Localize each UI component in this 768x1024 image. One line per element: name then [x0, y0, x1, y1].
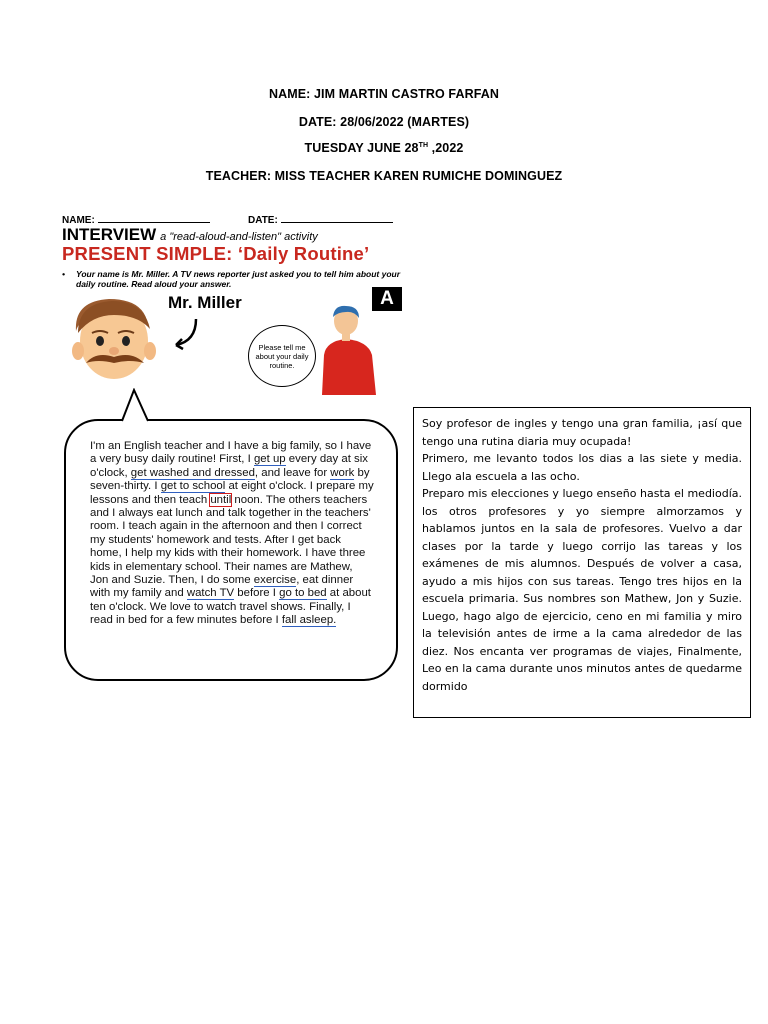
worksheet-title-main: INTERVIEW — [62, 225, 157, 244]
speech-segment: at eight o'clock. I prepare my lessons and then teach — [90, 480, 374, 506]
reporter-speech-bubble — [248, 325, 316, 387]
underlined-phrase: fall asleep. — [281, 614, 337, 627]
instructions-text: Your name is Mr. Miller. A TV news reporter just asked you to tell him about your daily routine. Read aloud your answer. — [76, 269, 401, 289]
speech-segment: noon. The others teachers and I always eat lunch and talk together in the teachers' room. I teach again in the afternoon and then I correct my students' homework and tests. After I get back home, I help my kids with their homework. I have three kids in elementary school. Their names are Mathew, Jon and Suzie. Then, I do some — [90, 493, 371, 587]
student-name-line: NAME: JIM MARTIN CASTRO FARFAN — [268, 87, 500, 101]
translation-paragraph: Preparo mis elecciones y luego enseño hasta el mediodía. los otros profesores y yo siempre almorzamos y hablamos juntos en la sala de profesores. Vuelvo a dar clases por la tarde y luego corrijo las tareas y los exámenes de mis alumnos. Después de volver a casa, ayudo a mis hijos con sus tareas. Tengo tres hijos en la escuela primaria. Sus nombres son Mathew, Jon y Suzie. Luego, hago algo de ejercicio, ceno en mi familia y miro la televisión antes de irme a la cama alrededor de las diez. Nos encanta ver programas de viajes, Finalmente, Leo en la cama durante unos minutos antes de quedarme dormido — [422, 487, 742, 693]
reporter-figure-icon — [316, 303, 386, 395]
speech-segment: , and leave for — [254, 466, 331, 479]
day-superscript: TH — [418, 141, 429, 149]
day-prefix: TUESDAY JUNE 28 — [304, 141, 419, 155]
day-line — [0, 141, 768, 155]
boxed-word: until — [210, 493, 232, 506]
underlined-phrase: exercise — [253, 574, 297, 587]
underlined-phrase: go to bed — [279, 587, 327, 600]
mr-miller-face-icon — [64, 293, 164, 383]
underlined-phrase: get washed and dressed — [130, 466, 255, 479]
speech-text — [90, 440, 374, 628]
speech-segment: I'm an English teacher and I have a big family, so I have a very busy daily routine! First, I — [90, 440, 372, 466]
badge-a: A — [372, 287, 402, 311]
day-suffix: ,2022 — [428, 141, 464, 155]
underlined-phrase: watch TV — [186, 587, 235, 600]
translation-box — [413, 407, 751, 718]
underlined-phrase: work — [330, 466, 355, 479]
teacher-line: TEACHER: MISS TEACHER KAREN RUMICHE DOMINGUEZ — [205, 169, 563, 183]
worksheet-heading: PRESENT SIMPLE: ‘Daily Routine’ — [62, 243, 370, 264]
translation-paragraph: Soy profesor de ingles y tengo una gran familia, ¡así que tengo una rutina diaria muy ocupada! — [422, 417, 742, 448]
worksheet-name-label: NAME: — [62, 215, 95, 226]
speech-segment: at about ten o'clock. We love to watch travel shows. Finally, I read in bed for a few minutes before I — [90, 587, 371, 627]
speech-segment: , eat dinner with my family and — [90, 574, 354, 600]
speech-segment: by seven-thirty. I — [90, 466, 370, 493]
worksheet-title — [62, 225, 318, 245]
arrow-icon — [170, 317, 200, 351]
worksheet-date-field — [248, 212, 393, 226]
translation-paragraph: Primero, me levanto todos los dias a las siete y media. Llego ala escuela a las ocho. — [422, 452, 742, 483]
worksheet-image — [58, 205, 408, 695]
bullet-icon: • — [62, 269, 65, 279]
worksheet-instructions — [62, 269, 402, 289]
worksheet-name-field — [62, 212, 210, 226]
underlined-phrase: get to school — [160, 480, 226, 493]
mr-miller-label: Mr. Miller — [168, 293, 242, 312]
speech-tail-icon — [120, 388, 150, 422]
worksheet-date-label: DATE: — [248, 215, 278, 226]
speech-segment: before I — [234, 587, 280, 600]
date-blank — [281, 212, 393, 223]
underlined-phrase: get up — [253, 453, 286, 466]
worksheet-title-sub: a "read-aloud-and-listen" activity — [160, 231, 318, 243]
date-line: DATE: 28/06/2022 (MARTES) — [298, 115, 470, 129]
speech-segment: every day at six o'clock, — [90, 453, 368, 479]
reporter-question: Please tell me about your daily routine. — [255, 343, 309, 370]
name-blank — [98, 212, 210, 223]
